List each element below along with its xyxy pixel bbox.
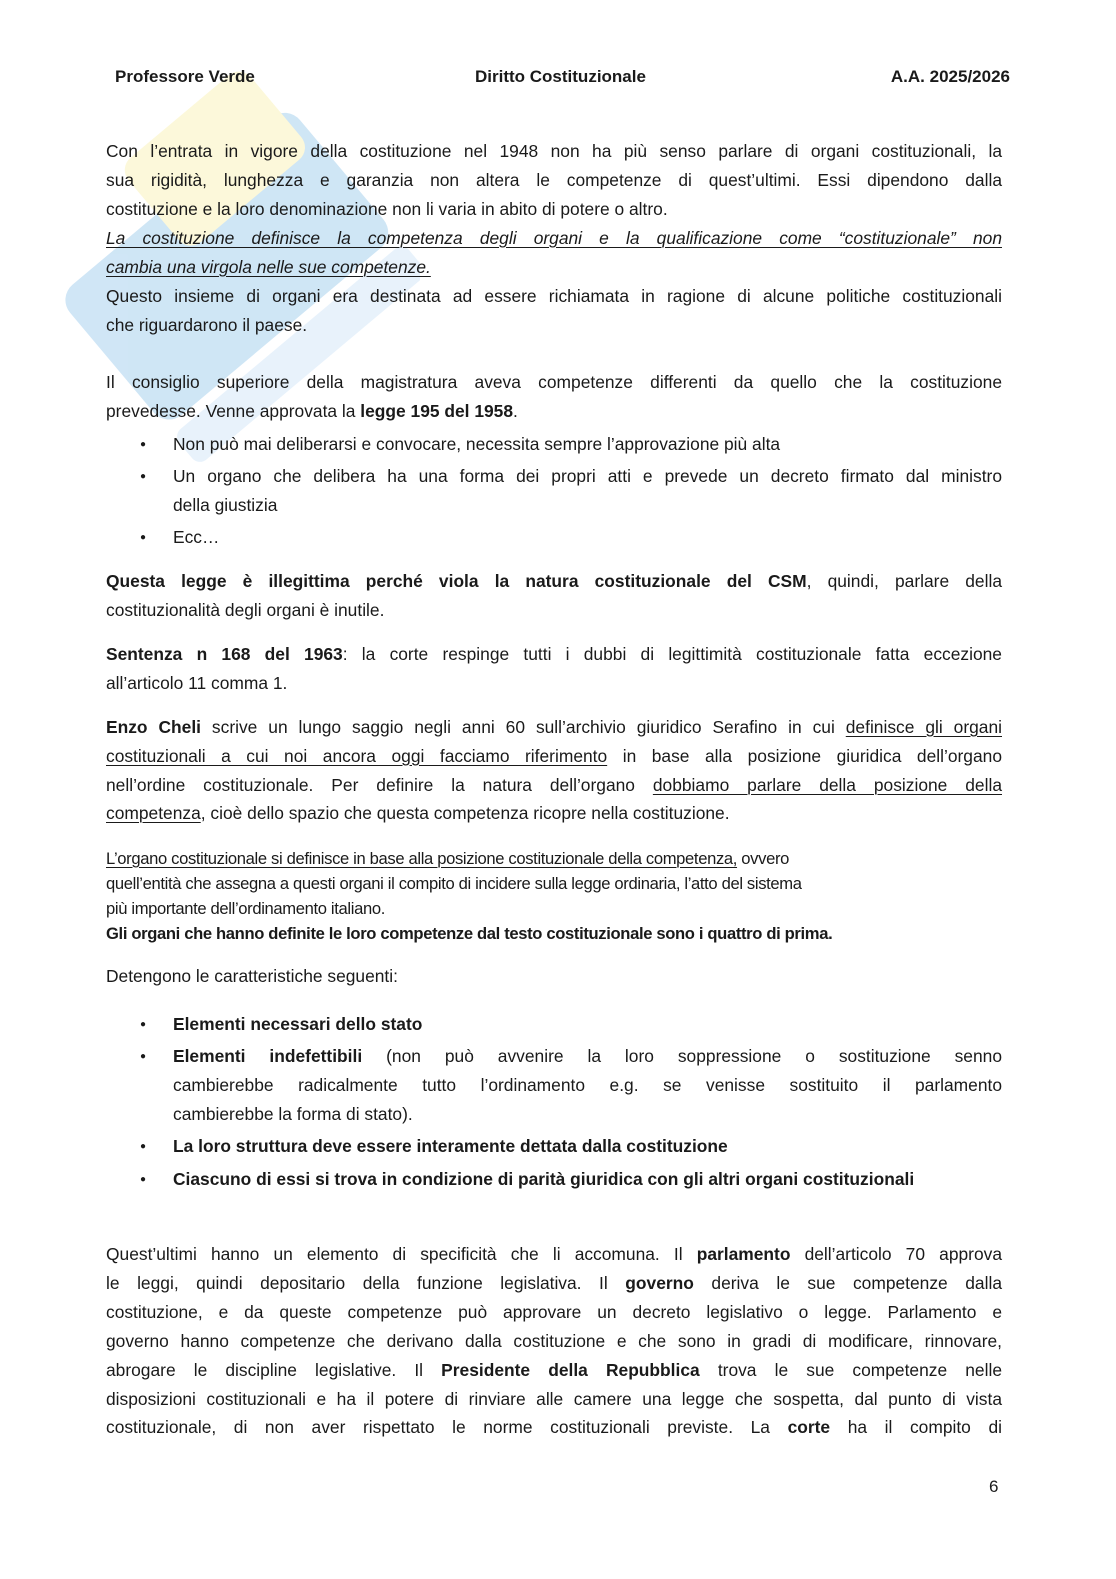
paragraph-line xyxy=(106,1240,1002,1269)
text: cambierebbe la forma di stato). xyxy=(173,1103,413,1124)
bullet-item-line xyxy=(173,462,1002,491)
text: cambierebbe radicalmente tutto l’ordinamento e.g. se venisse sostituito il parlamento xyxy=(173,1074,1002,1095)
paragraph-line xyxy=(106,596,1002,625)
bullet-icon: ● xyxy=(140,1173,147,1185)
text: Con l’entrata in vigore della costituzione nel 1948 non ha più senso parlare di organi costituzionali, la xyxy=(106,140,1002,161)
text: : la corte respinge tutti i dubbi di legittimità costituzionale fatta eccezione xyxy=(342,643,1002,664)
bullet-icon: ● xyxy=(140,438,147,450)
paragraph-line xyxy=(106,1413,1002,1442)
paragraph-line xyxy=(106,1356,1002,1385)
bold-text: governo xyxy=(625,1272,694,1293)
header-course: Diritto Costituzionale xyxy=(475,67,646,86)
bullet-icon: ● xyxy=(140,1140,147,1152)
bold-text: Elementi necessari dello stato xyxy=(173,1013,423,1034)
text: più importante dell’ordinamento italiano. xyxy=(106,898,385,918)
underlined-text: definisce gli organi xyxy=(845,716,1002,737)
text: nell’ordine costituzionale. Per definire la natura dell’organo xyxy=(106,774,653,795)
bold-text: corte xyxy=(787,1416,831,1437)
paragraph-line xyxy=(106,397,1002,426)
underlined-text: L’organo costituzionale si definisce in base alla posizione costituzionale della competenza, xyxy=(106,848,738,868)
bullet-item-line xyxy=(173,1010,1002,1039)
text: che riguardarono il paese. xyxy=(106,314,308,335)
text: dell’articolo 70 approva xyxy=(790,1243,1002,1264)
text: della giustizia xyxy=(173,494,278,515)
text: (non può avvenire la loro soppressione o sostituzione senno xyxy=(362,1045,1002,1066)
bullet-icon: ● xyxy=(140,1018,147,1030)
text: governo hanno competenze che derivano dalla costituzione e che sono in gradi di modificare, rinnovare, xyxy=(106,1330,1002,1351)
text: disposizioni costituzionali e ha il potere di rinviare alle camere una legge che sospetta, dal punto di vista xyxy=(106,1388,1002,1409)
bullet-item-line xyxy=(173,1100,1002,1129)
paragraph-line xyxy=(106,799,1002,828)
bold-text: Questa legge è illegittima perché viola la natura costituzionale del CSM xyxy=(106,570,807,591)
bold-text: Gli organi che hanno definite le loro competenze dal testo costituzionale sono i quattro di prima. xyxy=(106,923,833,943)
text: Il consiglio superiore della magistratura aveva competenze differenti da quello che la costituzione xyxy=(106,371,1002,392)
bold-text: Enzo Cheli xyxy=(106,716,201,737)
text: costituzione e la loro denominazione non li varia in abito di potere o altro. xyxy=(106,198,668,219)
paragraph-line xyxy=(106,224,1002,253)
text: le leggi, quindi depositario della funzione legislativa. Il xyxy=(106,1272,626,1293)
text: . xyxy=(513,400,518,421)
paragraph-line xyxy=(106,896,1002,921)
paragraph-line xyxy=(106,195,1002,224)
bullet-item-line xyxy=(173,523,1002,552)
bullet-icon: ● xyxy=(140,531,147,543)
paragraph-line xyxy=(106,282,1002,311)
paragraph-line xyxy=(106,1298,1002,1327)
underlined-text: competenza xyxy=(106,802,201,823)
text: sua rigidità, lunghezza e garanzia non altera le competenze di quest’ultimi. Essi dipendono dalla xyxy=(106,169,1002,190)
text: costituzionalità degli organi è inutile. xyxy=(106,599,385,620)
underlined-text: cambia una virgola nelle sue competenze. xyxy=(106,256,431,277)
bold-text: Elementi indefettibili xyxy=(173,1045,363,1066)
bold-text: Ciascuno di essi si trova in condizione di parità giuridica con gli altri organi costituzionali xyxy=(173,1168,915,1189)
paragraph-line xyxy=(106,567,1002,596)
text: ha il compito di xyxy=(830,1416,1002,1437)
paragraph-line xyxy=(106,253,1002,282)
paragraph-line xyxy=(106,742,1002,771)
paragraph-line xyxy=(106,962,1002,991)
text: quell’entità che assegna a questi organi il compito di incidere sulla legge ordinaria, l’atto del sistema xyxy=(106,873,802,893)
paragraph-line xyxy=(106,1269,1002,1298)
paragraph-line xyxy=(106,368,1002,397)
header-author: Professore Verde xyxy=(115,67,255,86)
paragraph-line xyxy=(106,311,1002,340)
bold-text: legge 195 del 1958 xyxy=(360,400,514,421)
text: deriva le sue competenze dalla xyxy=(693,1272,1002,1293)
text: , quindi, parlare della xyxy=(806,570,1002,591)
underlined-text: costituzionali a cui noi ancora oggi facciamo riferimento xyxy=(106,745,608,766)
paragraph-line xyxy=(106,1327,1002,1356)
bullet-item-line xyxy=(173,1071,1002,1100)
underlined-text: dobbiamo parlare della posizione della xyxy=(652,774,1002,795)
text: Questo insieme di organi era destinata ad essere richiamata in ragione di alcune politiche costituzionali xyxy=(106,285,1002,306)
paragraph-line xyxy=(106,846,1002,871)
text: Detengono le caratteristiche seguenti: xyxy=(106,965,398,986)
paragraph-line xyxy=(106,137,1002,166)
paragraph-line xyxy=(106,166,1002,195)
bullet-item-line xyxy=(173,1042,1002,1071)
bold-text: La loro struttura deve essere interamente dettata dalla costituzione xyxy=(173,1135,728,1156)
paragraph-line xyxy=(106,640,1002,669)
bullet-item-line xyxy=(173,491,1002,520)
text: Quest’ultimi hanno un elemento di specificità che li accomuna. Il xyxy=(106,1243,697,1264)
bullet-item-line xyxy=(173,1132,1002,1161)
text: trova le sue competenze nelle xyxy=(699,1359,1003,1380)
text: Un organo che delibera ha una forma dei propri atti e prevede un decreto firmato dal ministro xyxy=(173,465,1002,486)
text: in base alla posizione giuridica dell’organo xyxy=(607,745,1002,766)
text: Non può mai deliberarsi e convocare, necessita sempre l’approvazione più alta xyxy=(173,433,781,454)
underlined-text: La costituzione definisce la competenza degli organi e la qualificazione come “costituzionale” non xyxy=(106,227,1002,248)
text: prevedesse. Venne approvata la xyxy=(106,400,361,421)
text: Ecc… xyxy=(173,526,220,547)
paragraph-line xyxy=(106,669,1002,698)
paragraph-line xyxy=(106,1385,1002,1414)
bullet-icon: ● xyxy=(140,470,147,482)
text: abrogare le discipline legislative. Il xyxy=(106,1359,442,1380)
text: costituzionale, di non aver rispettato le norme costituzionali previste. La xyxy=(106,1416,788,1437)
paragraph-line xyxy=(106,771,1002,800)
paragraph-line xyxy=(106,921,1002,946)
bold-text: parlamento xyxy=(696,1243,791,1264)
paragraph-line xyxy=(106,713,1002,742)
bullet-icon: ● xyxy=(140,1050,147,1062)
bold-text: Presidente della Repubblica xyxy=(441,1359,700,1380)
text: all’articolo 11 comma 1. xyxy=(106,672,288,693)
bold-text: Sentenza n 168 del 1963 xyxy=(106,643,343,664)
paragraph-line xyxy=(106,871,1002,896)
text: , cioè dello spazio che questa competenza ricopre nella costituzione. xyxy=(200,802,730,823)
header-year: A.A. 2025/2026 xyxy=(890,67,1010,86)
text: scrive un lungo saggio negli anni 60 sull’archivio giuridico Serafino in cui xyxy=(201,716,846,737)
bullet-item-line xyxy=(173,1165,1002,1194)
bullet-item-line xyxy=(173,430,1002,459)
page-number: 6 xyxy=(989,1477,999,1496)
text: ovvero xyxy=(737,848,790,868)
text: costituzione, e da queste competenze può approvare un decreto legislativo o legge. Parlamento e xyxy=(106,1301,1002,1322)
